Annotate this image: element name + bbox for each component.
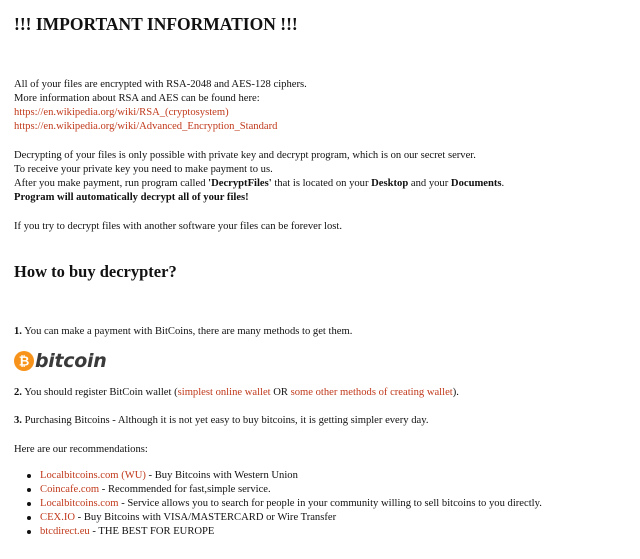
intro-line-1: All of your files are encrypted with RSA-2048 and AES-128 ciphers.	[14, 79, 307, 90]
simplest-online-wallet-link[interactable]: simplest online wallet	[177, 387, 271, 398]
aes-wikipedia-link[interactable]: https://en.wikipedia.org/wiki/Advanced_Encryption_Standard	[14, 121, 278, 132]
step-3	[14, 414, 429, 428]
recommendation-desc: - Buy Bitcoins with Western Union	[145, 470, 298, 481]
recommendation-desc: - Recommended for fast,simple service.	[99, 484, 271, 495]
step-2-text: You should register BitCoin wallet (	[21, 387, 178, 398]
recommendations-intro: Here are our recommendations:	[14, 444, 148, 455]
decrypt-line-4	[14, 191, 249, 205]
recommendation-item	[40, 511, 542, 525]
how-to-buy-heading: How to buy decrypter?	[14, 262, 177, 281]
step-1-text: You can make a payment with BitCoins, there are many methods to get them.	[21, 326, 353, 337]
decrypt-line-3-part: .	[501, 178, 505, 189]
btcdirect-link[interactable]: btcdirect.eu	[40, 526, 90, 537]
intro-line-2: More information about RSA and AES can be found here:	[14, 93, 260, 104]
decrypt-line-3	[14, 177, 504, 191]
localbitcoins-wu-link[interactable]: Localbitcoins.com (WU)	[40, 470, 146, 481]
warning-text: If you try to decrypt files with another software your files can be forever lost.	[14, 221, 343, 232]
step-2	[14, 386, 459, 400]
documents-label: Documents	[450, 178, 502, 189]
step-3-number: 3.	[14, 415, 22, 426]
step-2-text: ).	[452, 387, 459, 398]
decrypt-line-3-part: that is located on your	[271, 178, 372, 189]
recommendations-list	[14, 469, 542, 539]
decrypt-line-1: Decrypting of your files is only possible with private key and decrypt program, which is on our secret server.	[14, 150, 476, 161]
page-title: !!! IMPORTANT INFORMATION !!!	[14, 14, 298, 34]
step-2-number: 2.	[14, 387, 22, 398]
recommendation-item	[40, 483, 542, 497]
recommendation-desc: - THE BEST FOR EUROPE	[89, 526, 215, 537]
bitcoin-wordmark: bitcoin	[35, 350, 107, 372]
decrypt-line-2: To receive your private key you need to make payment to us.	[14, 164, 273, 175]
step-1	[14, 325, 352, 339]
coincafe-link[interactable]: Coincafe.com	[40, 484, 100, 495]
decrypt-line-3-part: After you make payment, run program called	[14, 178, 209, 189]
bitcoin-coin-symbol: ₿	[18, 354, 30, 370]
rsa-wikipedia-link[interactable]: https://en.wikipedia.org/wiki/RSA_(cryptosystem)	[14, 107, 229, 118]
localbitcoins-link[interactable]: Localbitcoins.com	[40, 498, 119, 509]
recommendation-item	[40, 469, 542, 483]
recommendation-desc: - Buy Bitcoins with VISA/MASTERCARD or Wire Transfer	[75, 512, 337, 523]
decrypt-line-3-part: and your	[408, 178, 451, 189]
cex-io-link[interactable]: CEX.IO	[40, 512, 76, 523]
decrypt-program-name: 'DecryptFiles'	[208, 178, 272, 189]
recommendation-item	[40, 497, 542, 511]
bitcoin-logo	[14, 350, 106, 372]
auto-decrypt-notice: Program will automatically decrypt all of your files!	[14, 192, 249, 203]
other-wallet-methods-link[interactable]: some other methods of creating wallet	[290, 387, 453, 398]
step-1-number: 1.	[14, 326, 22, 337]
bitcoin-coin-icon	[14, 351, 34, 371]
desktop-label: Desktop	[371, 178, 409, 189]
recommendation-item	[40, 525, 542, 539]
recommendation-desc: - Service allows you to search for people in your community willing to sell bitcoins to you directly.	[118, 498, 542, 509]
step-3-text: Purchasing Bitcoins - Although it is not yet easy to buy bitcoins, it is getting simpler every day.	[21, 415, 429, 426]
step-2-text: OR	[270, 387, 291, 398]
